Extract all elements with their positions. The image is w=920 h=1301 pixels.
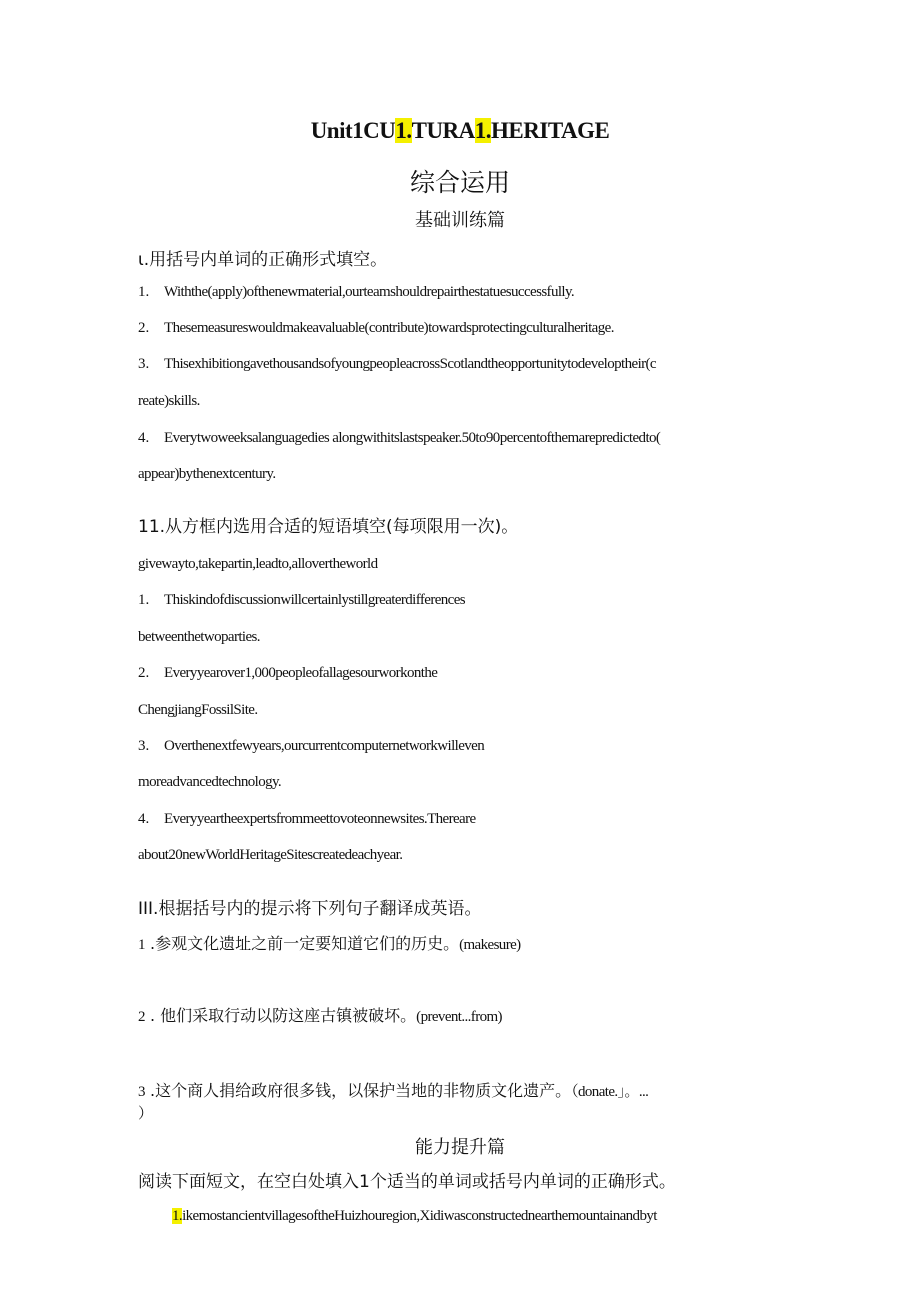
part1-item-3: 3. ThisexhibitiongavethousandsofyoungpeopleacrossScotlandtheopportunitytodeveloptheir(c [138,356,656,372]
part1-item-2: 2. Thesemeasureswouldmakeavaluable(contribute)towardsprotectingculturalheritage. [138,320,614,336]
part3-heading: III.根据括号内的提示将下列句子翻译成英语。 [138,899,482,919]
page-title: Unit1CU1.TURA1.HERITAGE [310,118,610,143]
part2-item-2: 2. Everyyearover1,000peopleofallagesourworkonthe [138,665,438,681]
highlight: 1. [395,118,412,143]
part2-item-1-cont: betweenthetwoparties. [138,629,260,645]
section-basic-heading: 基础训练篇 [415,210,505,231]
part3-item-2: 2 . 他们采取行动以防这座古镇被破坏。(prevent...from) [138,1006,502,1025]
part2-phrases: givewayto,takepartin,leadto,allovertheworld [138,556,378,572]
part1-item-3-cont: reate)skills. [138,393,200,409]
part3-item-3: 3 .这个商人捐给政府很多钱，以保护当地的非物质文化遗产。（donate.」。... [138,1081,649,1100]
part1-item-4-cont: appear)bythenextcentury. [138,466,276,482]
part2-item-1: 1. Thiskindofdiscussionwillcertainlystillgreaterdifferences [138,592,466,608]
part1-item-4: 4. Everytwoweeksalanguagedies alongwithitslastspeaker.50to90percentofthemarepredictedto( [138,430,661,446]
part4-instruction: 阅读下面短文，在空白处填入1个适当的单词或括号内单词的正确形式。 [138,1172,676,1192]
part1-item-1: 1. Withthe(apply)ofthenewmaterial,ourteamshouldrepairthestatuesuccessfully. [138,284,575,300]
part2-item-2-cont: ChengjiangFossilSite. [138,702,258,718]
part3-item-1: 1 .参观文化遗址之前一定要知道它们的历史。(makesure) [138,934,521,953]
part2-item-3: 3. Overthenextfewyears,ourcurrentcomputernetworkwilleven [138,738,485,754]
part4-passage-line: 1.ikemostancientvillagesoftheHuizhouregion,Xidiwasconstructednearthemountainandbyt [172,1208,657,1224]
section-advanced-heading: 能力提升篇 [415,1137,505,1158]
page-subtitle: 综合运用 [409,168,510,197]
part3-item-3-cont: ） [138,1106,153,1122]
part1-heading: ι.用括号内单词的正确形式填空。 [138,250,388,270]
part2-item-3-cont: moreadvancedtechnology. [138,774,282,790]
part2-item-4: 4. Everyyeartheexpertsfrommeettovoteonnewsites.Thereare [138,811,476,827]
part2-heading: 11.从方框内选用合适的短语填空(每项限用一次)。 [138,517,519,537]
highlight: 1. [474,118,492,143]
highlight: 1. [172,1208,183,1224]
part2-item-4-cont: about20newWorldHeritageSitescreatedeachyear. [138,847,403,863]
